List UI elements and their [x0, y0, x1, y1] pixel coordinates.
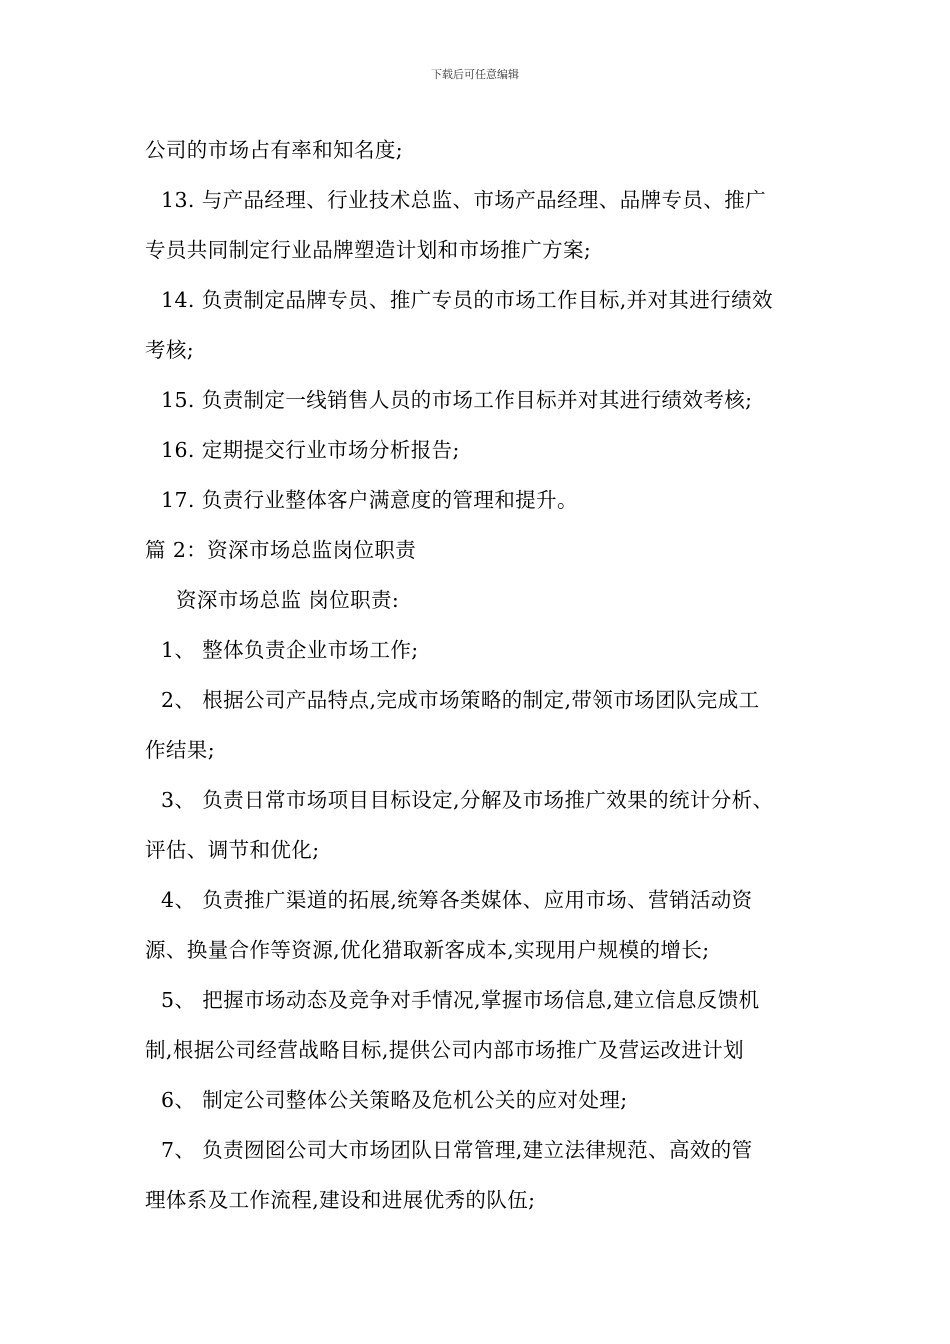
text-line: 4、 负责推广渠道的拓展,统筹各类媒体、应用市场、营销活动资: [161, 888, 753, 912]
text-line: 源、换量合作等资源,优化猎取新客成本,实现用户规模的增长;: [145, 938, 710, 962]
text-line: 5、 把握市场动态及竞争对手情况,掌握市场信息,建立信息反馈机: [161, 988, 760, 1012]
text-line: 考核;: [145, 338, 195, 362]
text-line: 专员共同制定行业品牌塑造计划和市场推广方案;: [145, 238, 592, 262]
text-line: 公司的市场占有率和知名度;: [145, 138, 404, 162]
text-line: 15. 负责制定一线销售人员的市场工作目标并对其进行绩效考核;: [161, 388, 753, 412]
text-line: 理体系及工作流程,建设和进展优秀的队伍;: [145, 1188, 536, 1212]
page-header: 下载后可任意编辑: [431, 68, 519, 81]
text-line: 13. 与产品经理、行业技术总监、市场产品经理、品牌专员、推广: [161, 188, 767, 212]
text-line: 资深市场总监 岗位职责:: [176, 588, 400, 612]
text-line: 作结果;: [145, 738, 216, 762]
text-line: 17. 负责行业整体客户满意度的管理和提升。: [161, 488, 578, 512]
text-line: 16. 定期提交行业市场分析报告;: [161, 438, 460, 462]
text-line: 3、 负责日常市场项目目标设定,分解及市场推广效果的统计分析、: [161, 788, 774, 812]
text-line: 6、 制定公司整体公关策略及危机公关的应对处理;: [161, 1088, 628, 1112]
text-line: 7、 负责囫囵公司大市场团队日常管理,建立法律规范、高效的管: [161, 1138, 753, 1162]
section-heading: 篇 2：资深市场总监岗位职责: [145, 538, 417, 562]
text-line: 制,根据公司经营战略目标,提供公司内部市场推广及营运改进计划: [145, 1038, 745, 1062]
text-line: 2、 根据公司产品特点,完成市场策略的制定,带领市场团队完成工: [161, 688, 760, 712]
text-line: 评估、调节和优化;: [145, 838, 320, 862]
text-line: 1、 整体负责企业市场工作;: [161, 638, 419, 662]
text-line: 14. 负责制定品牌专员、推广专员的市场工作目标,并对其进行绩效: [161, 288, 773, 312]
